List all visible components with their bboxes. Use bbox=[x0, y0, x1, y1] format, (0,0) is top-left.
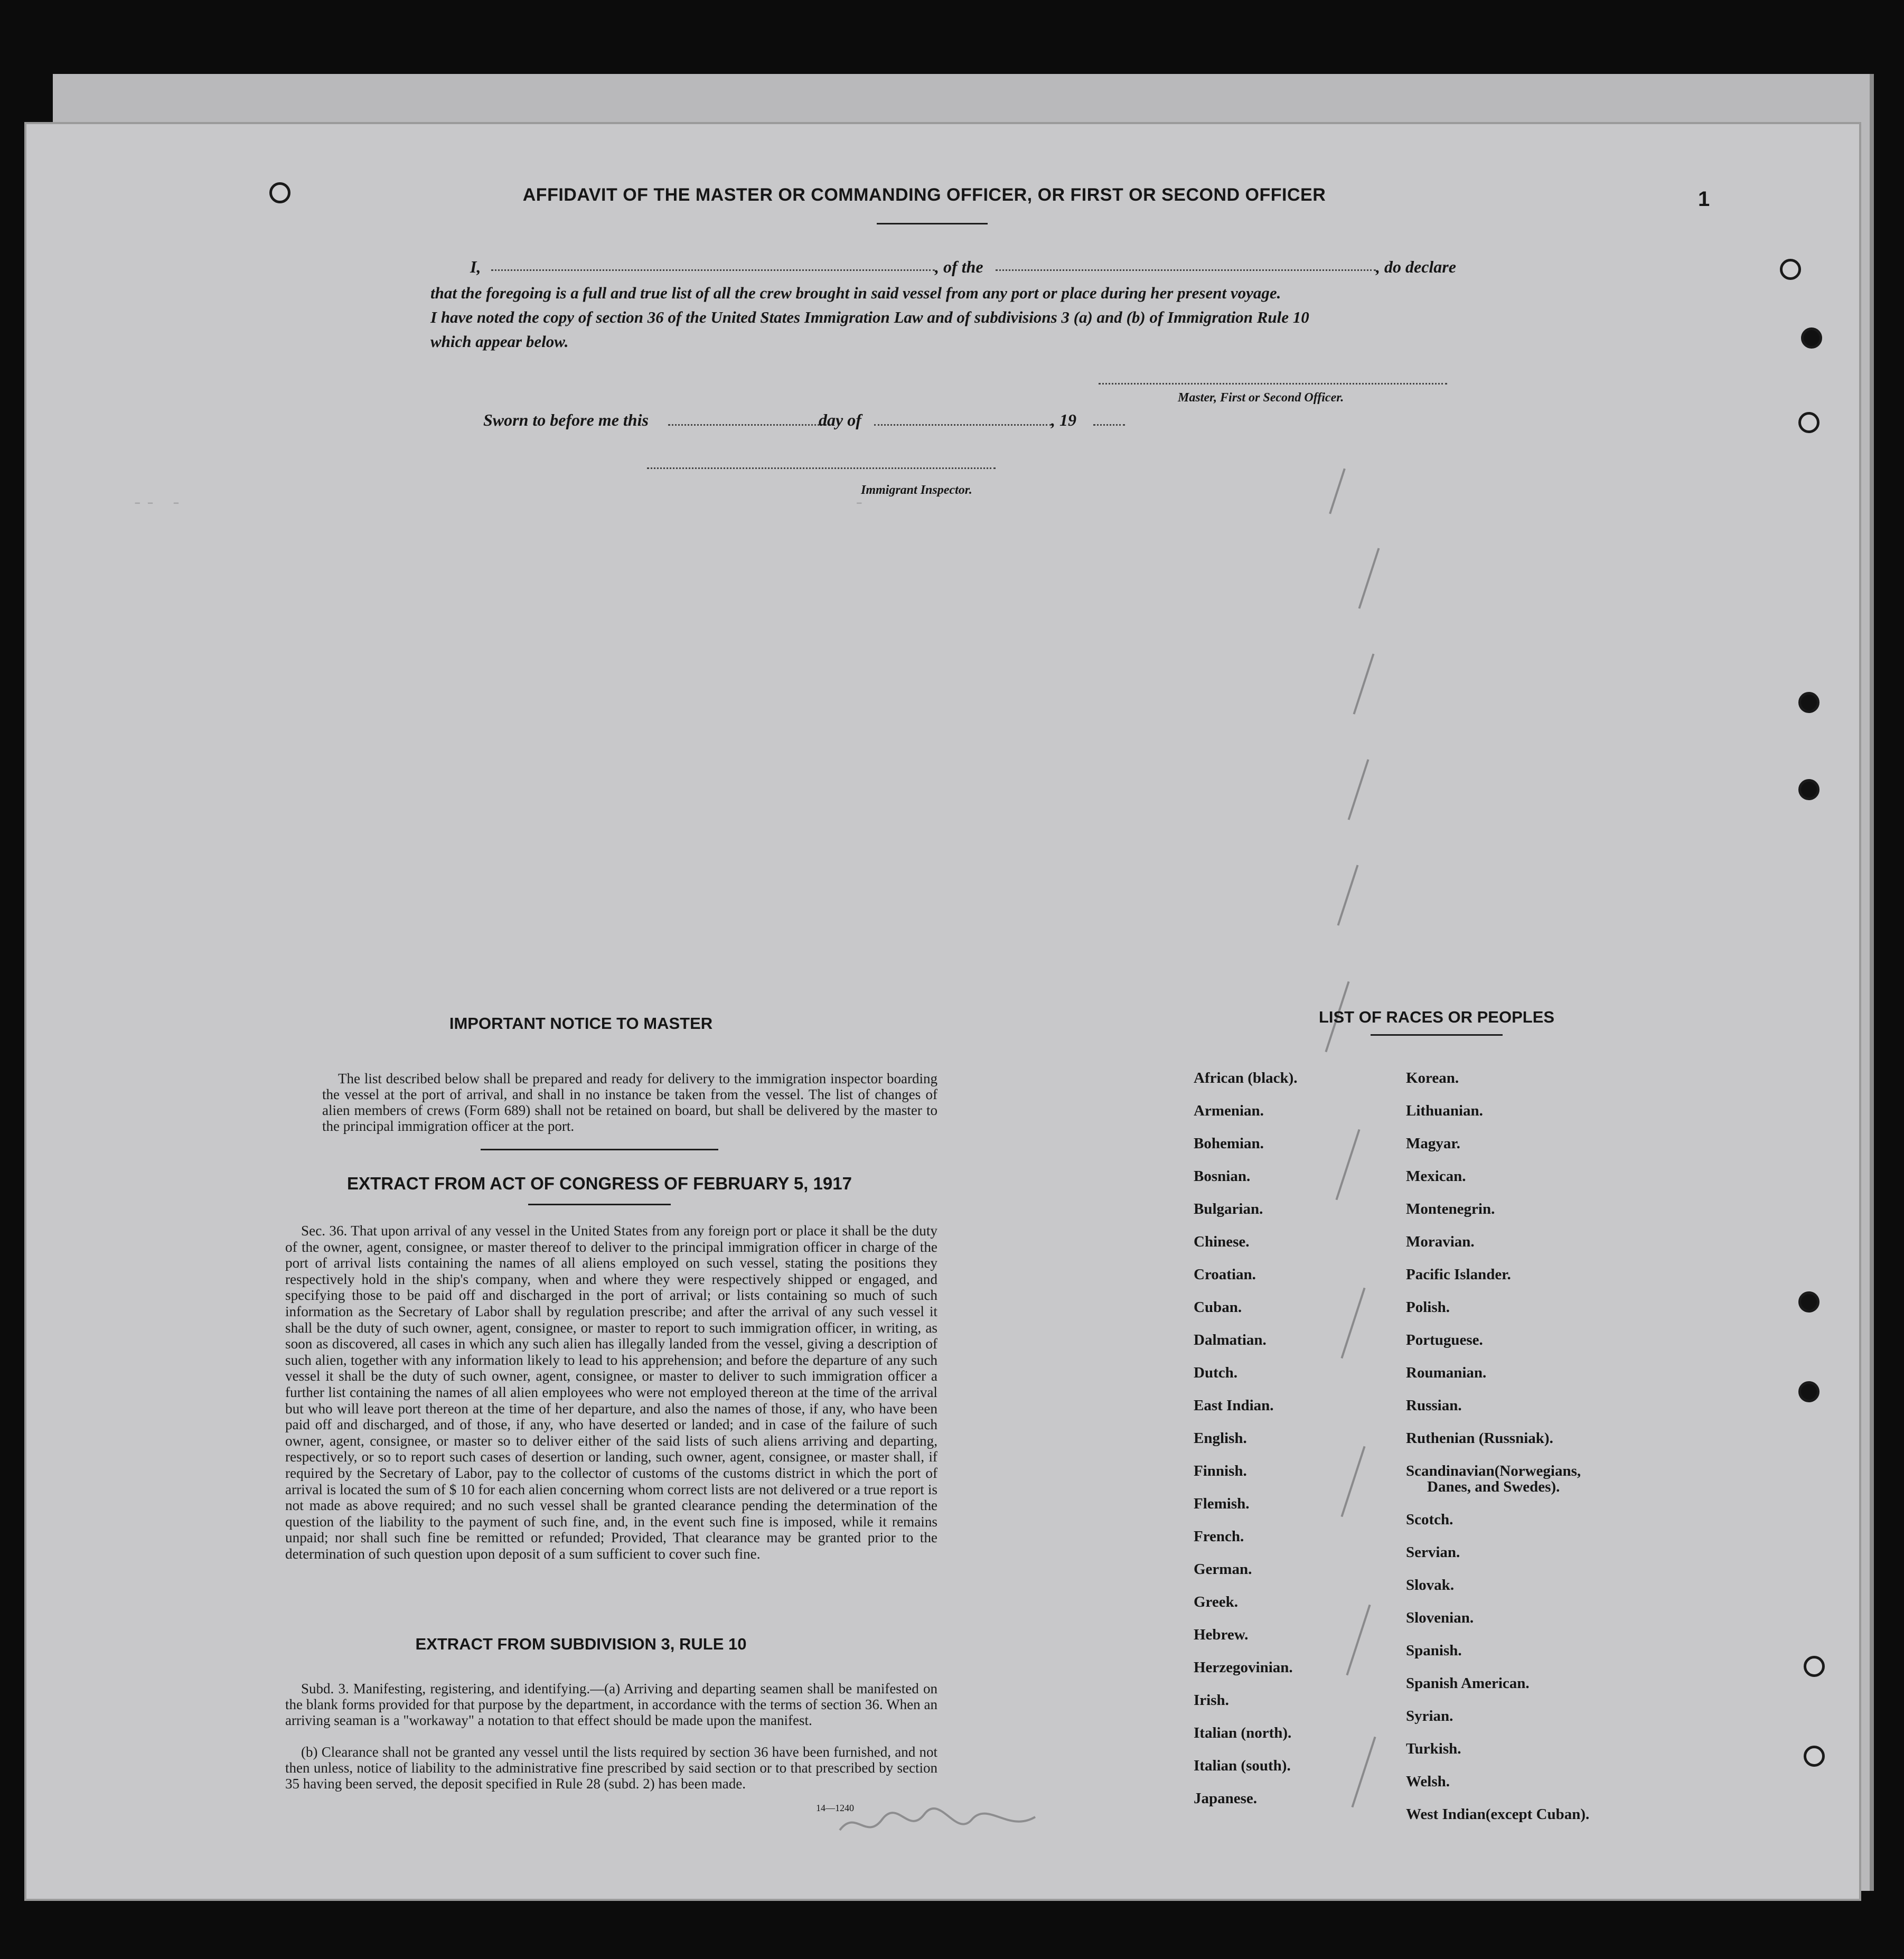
race-item: Spanish American. bbox=[1406, 1675, 1530, 1692]
act-title: EXTRACT FROM ACT OF CONGRESS OF FEBRUARY 5, 1917 bbox=[347, 1174, 852, 1193]
form-sheet bbox=[26, 124, 1859, 1899]
form-number: 14—1240 bbox=[816, 1803, 854, 1813]
pencil-mark bbox=[1340, 1446, 1365, 1517]
rule-text-a: Subd. 3. Manifesting, registering, and identifying.—(a) Arriving and departing seamen shall be manifested on the blank forms provided for that purpose by the department, in accordance with the terms of section 36. When an arriving seaman is a "workaway" a notation to that effect should be made upon the manifest. bbox=[285, 1681, 937, 1728]
notice-title: IMPORTANT NOTICE TO MASTER bbox=[449, 1014, 713, 1033]
affidavit-line-3: which appear below. bbox=[430, 332, 569, 351]
bleed-through-text: -- - - bbox=[132, 494, 867, 514]
act-text: Sec. 36. That upon arrival of any vessel in the United States from any foreign port or place it shall be the duty of the owner, agent, consignee, or master thereof to deliver to the principal immigration officer in charge of the port of arrival lists containing the names of all aliens employed on such vessel, stating the positions they respectively hold in the ship's company, when and where they were respectively shipped or engaged, and specifying those to be paid off and discharged in the port of arrival; or lists containing so much of such information as the Secretary of Labor shall by regulation prescribe; and after the arrival of any such vessel it shall be the duty of such owner, agent, consignee, or master to report to such immigration officer, in writing, as soon as discovered, all cases in which any such alien has illegally landed from the vessel, giving a description of such alien, together with any information likely to lead to his apprehension; and before the departure of any such vessel it shall be the duty of such owner, agent, consignee, or master to deliver to such immigration officer a further list containing the names of all alien employees who were not employed thereon at the time of the arrival but who will leave port thereon at the time of her departure, and also the names of those, if any, who have been paid off and discharged, and of those, if any, who have deserted or landed; and in case of the failure of such owner, agent, consignee, or master so to deliver either of the said lists of such aliens arriving and departing, respectively, or so to report such cases of desertion or landing, such owner, agent, consignee, or master shall, if required by the Secretary of Labor, pay to the collector of customs of the customs district in which the port of arrival is located the sum of $ 10 for each alien concerning whom correct lists are not delivered or a true report is not made as above required; and no such vessel shall be granted clearance pending the determination of the question of the liability to the payment of such fine, and, in the event such fine is imposed, while it remains unpaid; nor shall such fine be remitted or refunded; Provided, That clearance may be granted prior to the determination of such question upon deposit of a sum sufficient to cover such fine. bbox=[285, 1223, 937, 1562]
race-item: Chinese. bbox=[1194, 1233, 1250, 1250]
pencil-mark bbox=[1340, 1288, 1365, 1358]
race-item: Flemish. bbox=[1194, 1495, 1250, 1512]
punch-hole-icon bbox=[269, 182, 290, 203]
punch-hole-icon bbox=[1798, 412, 1819, 433]
race-item: Danes, and Swedes). bbox=[1427, 1478, 1560, 1495]
rule-text-b: (b) Clearance shall not be granted any vessel until the lists required by section 36 have been furnished, and not then unless, notice of liability to the administrative fine prescribed by said section or to that prescribed by section 35 having been served, the deposit specified in Rule 28 (subd. 2) has been made. bbox=[285, 1744, 937, 1792]
pencil-signature bbox=[834, 1798, 1046, 1846]
race-item: Bosnian. bbox=[1194, 1168, 1251, 1185]
race-item: Moravian. bbox=[1406, 1233, 1475, 1250]
punch-hole-icon bbox=[1804, 1746, 1825, 1767]
race-item: West Indian(except Cuban). bbox=[1406, 1806, 1590, 1823]
act-divider bbox=[528, 1204, 671, 1205]
sworn-label: Sworn to before me this bbox=[483, 410, 649, 429]
punch-hole-icon bbox=[1798, 779, 1819, 800]
sworn-day-field[interactable] bbox=[668, 424, 827, 426]
sworn-month-field[interactable] bbox=[874, 424, 1051, 426]
race-item: East Indian. bbox=[1194, 1397, 1274, 1414]
punch-hole-icon bbox=[1798, 1291, 1819, 1313]
pencil-mark bbox=[1351, 1737, 1376, 1807]
title-underline bbox=[877, 223, 988, 224]
races-left-column bbox=[1194, 1062, 1298, 1815]
race-item: Ruthenian (Russniak). bbox=[1406, 1430, 1553, 1447]
race-item: Slovak. bbox=[1406, 1577, 1455, 1594]
of-the-label: , of the bbox=[935, 257, 983, 276]
race-item: Dalmatian. bbox=[1194, 1332, 1267, 1348]
race-item: Syrian. bbox=[1406, 1708, 1453, 1724]
officer-caption: Master, First or Second Officer. bbox=[1178, 391, 1344, 405]
race-item: Servian. bbox=[1406, 1544, 1460, 1561]
races-title: LIST OF RACES OR PEOPLES bbox=[1318, 1008, 1555, 1026]
race-item: Korean. bbox=[1406, 1070, 1459, 1086]
day-of-label: day of bbox=[819, 410, 861, 429]
punch-hole-icon bbox=[1801, 327, 1822, 349]
pencil-mark bbox=[1346, 1605, 1371, 1675]
pencil-mark bbox=[1353, 653, 1375, 714]
pencil-mark bbox=[1348, 759, 1370, 820]
affidavit-line-1: that the foregoing is a full and true list of all the crew brought in said vessel from any port or place during her present voyage. bbox=[430, 284, 1281, 302]
race-item: Polish. bbox=[1406, 1299, 1450, 1316]
race-item: Hebrew. bbox=[1194, 1626, 1249, 1643]
race-item: Bulgarian. bbox=[1194, 1201, 1263, 1217]
rule-title: EXTRACT FROM SUBDIVISION 3, RULE 10 bbox=[415, 1635, 747, 1653]
i-label: I, bbox=[470, 257, 481, 276]
pencil-mark bbox=[1358, 548, 1380, 608]
races-divider bbox=[1371, 1034, 1503, 1036]
race-item: Magyar. bbox=[1406, 1135, 1460, 1152]
punch-hole-icon bbox=[1780, 259, 1801, 280]
notice-text: The list described below shall be prepared and ready for delivery to the immigration inspector boarding the vessel at the port of arrival, and shall in no instance be taken from the vessel. The list of changes of alien members of crews (Form 689) shall not be retained on board, but shall be delivered by the master to the principal immigration officer at the port. bbox=[322, 1071, 937, 1134]
declare-label: , do declare bbox=[1376, 257, 1456, 276]
race-item: Montenegrin. bbox=[1406, 1201, 1495, 1217]
vessel-field[interactable] bbox=[996, 269, 1376, 271]
affidavit-title: AFFIDAVIT OF THE MASTER OR COMMANDING OFFICER, OR FIRST OR SECOND OFFICER bbox=[522, 185, 1326, 205]
race-item: Dutch. bbox=[1194, 1364, 1237, 1381]
race-item: German. bbox=[1194, 1561, 1252, 1578]
race-item: Welsh. bbox=[1406, 1773, 1450, 1790]
race-item: Croatian. bbox=[1194, 1266, 1256, 1283]
race-item: Herzegovinian. bbox=[1194, 1659, 1293, 1676]
race-item: Roumanian. bbox=[1406, 1364, 1487, 1381]
race-item: African (black). bbox=[1194, 1070, 1298, 1086]
page-number: 1 bbox=[1698, 188, 1710, 211]
punch-hole-icon bbox=[1798, 692, 1819, 713]
race-item: Bohemian. bbox=[1194, 1135, 1264, 1152]
races-right-column bbox=[1406, 1062, 1589, 1831]
race-item: Russian. bbox=[1406, 1397, 1462, 1414]
pencil-mark bbox=[1335, 1129, 1360, 1200]
race-item: Greek. bbox=[1194, 1594, 1239, 1610]
race-item: Mexican. bbox=[1406, 1168, 1466, 1185]
race-item: English. bbox=[1194, 1430, 1247, 1447]
punch-hole-icon bbox=[1798, 1381, 1819, 1402]
race-item: Japanese. bbox=[1194, 1790, 1258, 1807]
pencil-mark bbox=[1337, 865, 1359, 925]
name-field[interactable] bbox=[491, 269, 935, 271]
race-item: Turkish. bbox=[1406, 1740, 1461, 1757]
race-item: Cuban. bbox=[1194, 1299, 1242, 1316]
race-item: Pacific Islander. bbox=[1406, 1266, 1511, 1283]
race-item: Irish. bbox=[1194, 1692, 1229, 1709]
race-item: Italian (north). bbox=[1194, 1724, 1292, 1741]
race-item: Lithuanian. bbox=[1406, 1102, 1483, 1119]
race-item: Scandinavian(Norwegians, bbox=[1406, 1463, 1581, 1479]
race-item: Portuguese. bbox=[1406, 1332, 1483, 1348]
officer-signature-field[interactable] bbox=[1099, 383, 1447, 385]
sworn-year-field[interactable] bbox=[1093, 424, 1125, 426]
race-item: Armenian. bbox=[1194, 1102, 1264, 1119]
punch-hole-icon bbox=[1804, 1656, 1825, 1677]
race-item: Scotch. bbox=[1406, 1511, 1453, 1528]
pencil-mark bbox=[1329, 468, 1346, 514]
race-item: Finnish. bbox=[1194, 1463, 1247, 1479]
race-item: Italian (south). bbox=[1194, 1757, 1291, 1774]
notice-divider bbox=[481, 1149, 718, 1150]
inspector-signature-field[interactable] bbox=[647, 467, 996, 469]
year-label: , 19 bbox=[1051, 410, 1076, 429]
race-item: Spanish. bbox=[1406, 1642, 1462, 1659]
inspector-caption: Immigrant Inspector. bbox=[861, 483, 972, 497]
race-item: Slovenian. bbox=[1406, 1609, 1474, 1626]
race-item: French. bbox=[1194, 1528, 1244, 1545]
affidavit-line-2: I have noted the copy of section 36 of the United States Immigration Law and of subdivisions 3 (a) and (b) of Immigration Rule 10 bbox=[430, 308, 1309, 326]
